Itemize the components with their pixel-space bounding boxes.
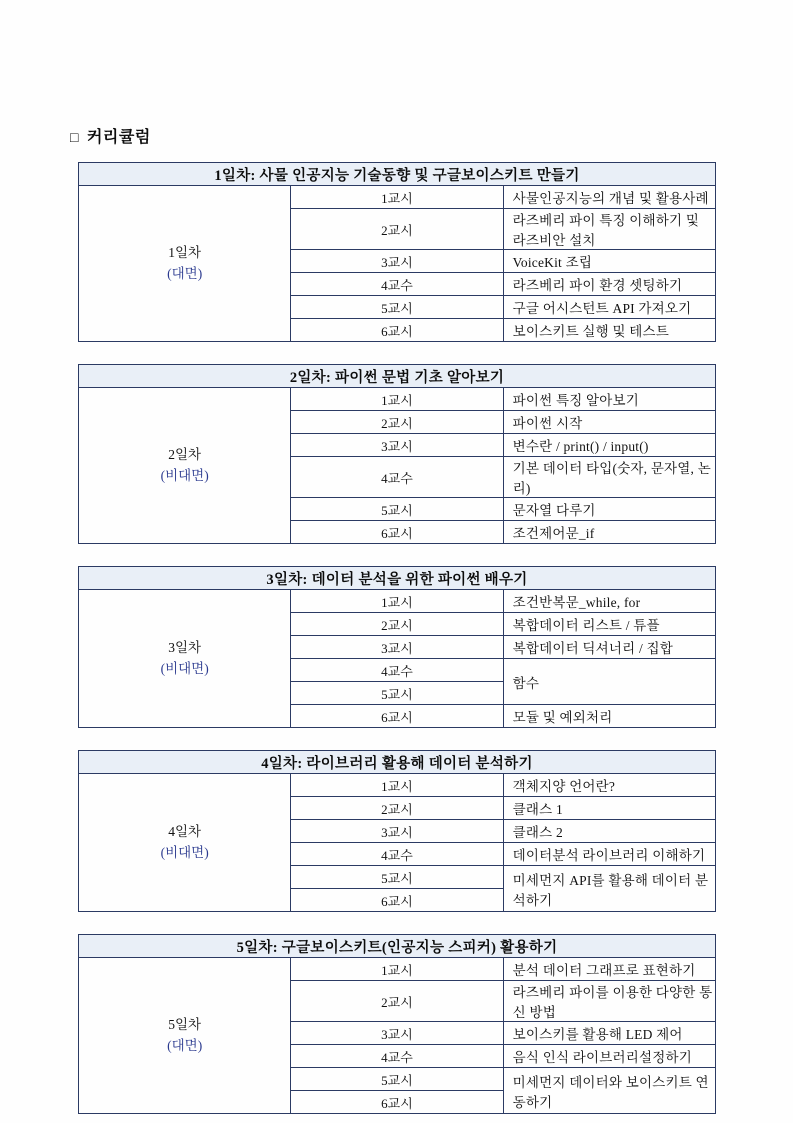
day-label: 2일차 bbox=[168, 446, 202, 462]
day-header-row bbox=[79, 365, 716, 388]
day-label: 5일차 bbox=[168, 1016, 202, 1032]
topic-cell: 문자열 다루기 bbox=[503, 498, 715, 521]
topic-cell: 파이썬 특징 알아보기 bbox=[503, 388, 715, 411]
day-cell bbox=[79, 774, 291, 912]
period-cell: 4교수 bbox=[291, 457, 503, 498]
day-header-row bbox=[79, 935, 716, 958]
topic-cell: VoiceKit 조립 bbox=[503, 250, 715, 273]
topic-cell: 함수 bbox=[503, 659, 715, 705]
period-cell: 3교시 bbox=[291, 1022, 503, 1045]
curriculum-table bbox=[78, 162, 716, 1114]
day-mode-label: (비대면) bbox=[160, 844, 209, 860]
day-cell bbox=[79, 590, 291, 728]
day-header-label: 1일차: 사물 인공지능 기술동향 및 구글보이스키트 만들기 bbox=[79, 163, 716, 186]
period-cell: 6교시 bbox=[291, 889, 503, 912]
period-cell: 1교시 bbox=[291, 590, 503, 613]
square-bullet-icon: □ bbox=[70, 129, 79, 145]
topic-cell: 객체지양 언어란? bbox=[503, 774, 715, 797]
period-cell: 5교시 bbox=[291, 866, 503, 889]
page-title-text: 커리큘럼 bbox=[86, 129, 151, 146]
day-cell bbox=[79, 958, 291, 1114]
topic-cell: 미세먼지 데이터와 보이스키트 연동하기 bbox=[503, 1068, 715, 1114]
period-cell: 6교시 bbox=[291, 521, 503, 544]
topic-cell: 보이스키를 활용해 LED 제어 bbox=[503, 1022, 715, 1045]
day-cell bbox=[79, 388, 291, 544]
day-header-label: 2일차: 파이썬 문법 기초 알아보기 bbox=[79, 365, 716, 388]
topic-cell: 라즈베리 파이 특징 이해하기 및 라즈비안 설치 bbox=[503, 209, 715, 250]
table-row bbox=[79, 590, 716, 613]
topic-cell: 클래스 1 bbox=[503, 797, 715, 820]
topic-cell: 복합데이터 리스트 / 튜플 bbox=[503, 613, 715, 636]
period-cell: 4교수 bbox=[291, 1045, 503, 1068]
topic-cell: 미세먼지 API를 활용해 데이터 분석하기 bbox=[503, 866, 715, 912]
topic-cell: 클래스 2 bbox=[503, 820, 715, 843]
period-cell: 2교시 bbox=[291, 411, 503, 434]
period-cell: 4교수 bbox=[291, 843, 503, 866]
topic-cell: 구글 어시스턴트 API 가져오기 bbox=[503, 296, 715, 319]
period-cell: 5교시 bbox=[291, 682, 503, 705]
topic-cell: 조건제어문_if bbox=[503, 521, 715, 544]
period-cell: 3교시 bbox=[291, 434, 503, 457]
table-row bbox=[79, 774, 716, 797]
table-row bbox=[79, 958, 716, 981]
topic-cell: 음식 인식 라이브러리설정하기 bbox=[503, 1045, 715, 1068]
period-cell: 3교시 bbox=[291, 250, 503, 273]
topic-cell: 데이터분석 라이브러리 이해하기 bbox=[503, 843, 715, 866]
day-mode-label: (비대면) bbox=[160, 467, 209, 483]
topic-cell: 분석 데이터 그래프로 표현하기 bbox=[503, 958, 715, 981]
day-cell bbox=[79, 186, 291, 342]
day-header-label: 5일차: 구글보이스키트(인공지능 스피커) 활용하기 bbox=[79, 935, 716, 958]
period-cell: 6교시 bbox=[291, 1091, 503, 1114]
period-cell: 2교시 bbox=[291, 797, 503, 820]
topic-cell: 변수란 / print() / input() bbox=[503, 434, 715, 457]
period-cell: 3교시 bbox=[291, 820, 503, 843]
period-cell: 2교시 bbox=[291, 613, 503, 636]
table-row bbox=[79, 388, 716, 411]
topic-cell: 복합데이터 딕셔너리 / 집합 bbox=[503, 636, 715, 659]
period-cell: 1교시 bbox=[291, 186, 503, 209]
topic-cell: 모듈 및 예외처리 bbox=[503, 705, 715, 728]
page-title bbox=[70, 124, 151, 147]
period-cell: 5교시 bbox=[291, 498, 503, 521]
period-cell: 6교시 bbox=[291, 319, 503, 342]
topic-cell: 라즈베리 파이를 이용한 다양한 통신 방법 bbox=[503, 981, 715, 1022]
day-mode-label: (대면) bbox=[167, 1037, 203, 1053]
topic-cell: 보이스키트 실행 및 테스트 bbox=[503, 319, 715, 342]
period-cell: 6교시 bbox=[291, 705, 503, 728]
day-mode-label: (대면) bbox=[167, 265, 203, 281]
day-label: 3일차 bbox=[168, 639, 202, 655]
day-label: 4일차 bbox=[168, 823, 202, 839]
period-cell: 4교수 bbox=[291, 659, 503, 682]
period-cell: 1교시 bbox=[291, 774, 503, 797]
day-header-label: 4일차: 라이브러리 활용해 데이터 분석하기 bbox=[79, 751, 716, 774]
table-row bbox=[79, 186, 716, 209]
period-cell: 2교시 bbox=[291, 209, 503, 250]
period-cell: 4교수 bbox=[291, 273, 503, 296]
topic-cell: 라즈베리 파이 환경 셋팅하기 bbox=[503, 273, 715, 296]
day-label: 1일차 bbox=[168, 244, 202, 260]
period-cell: 5교시 bbox=[291, 296, 503, 319]
topic-cell: 사물인공지능의 개념 및 활용사례 bbox=[503, 186, 715, 209]
day-header-row bbox=[79, 163, 716, 186]
topic-cell: 조건반복문_while, for bbox=[503, 590, 715, 613]
day-header-label: 3일차: 데이터 분석을 위한 파이썬 배우기 bbox=[79, 567, 716, 590]
period-cell: 3교시 bbox=[291, 636, 503, 659]
day-mode-label: (비대면) bbox=[160, 660, 209, 676]
topic-cell: 기본 데이터 타입(숫자, 문자열, 논리) bbox=[503, 457, 715, 498]
topic-cell: 파이썬 시작 bbox=[503, 411, 715, 434]
day-header-row bbox=[79, 567, 716, 590]
period-cell: 5교시 bbox=[291, 1068, 503, 1091]
period-cell: 1교시 bbox=[291, 388, 503, 411]
period-cell: 1교시 bbox=[291, 958, 503, 981]
period-cell: 2교시 bbox=[291, 981, 503, 1022]
day-header-row bbox=[79, 751, 716, 774]
